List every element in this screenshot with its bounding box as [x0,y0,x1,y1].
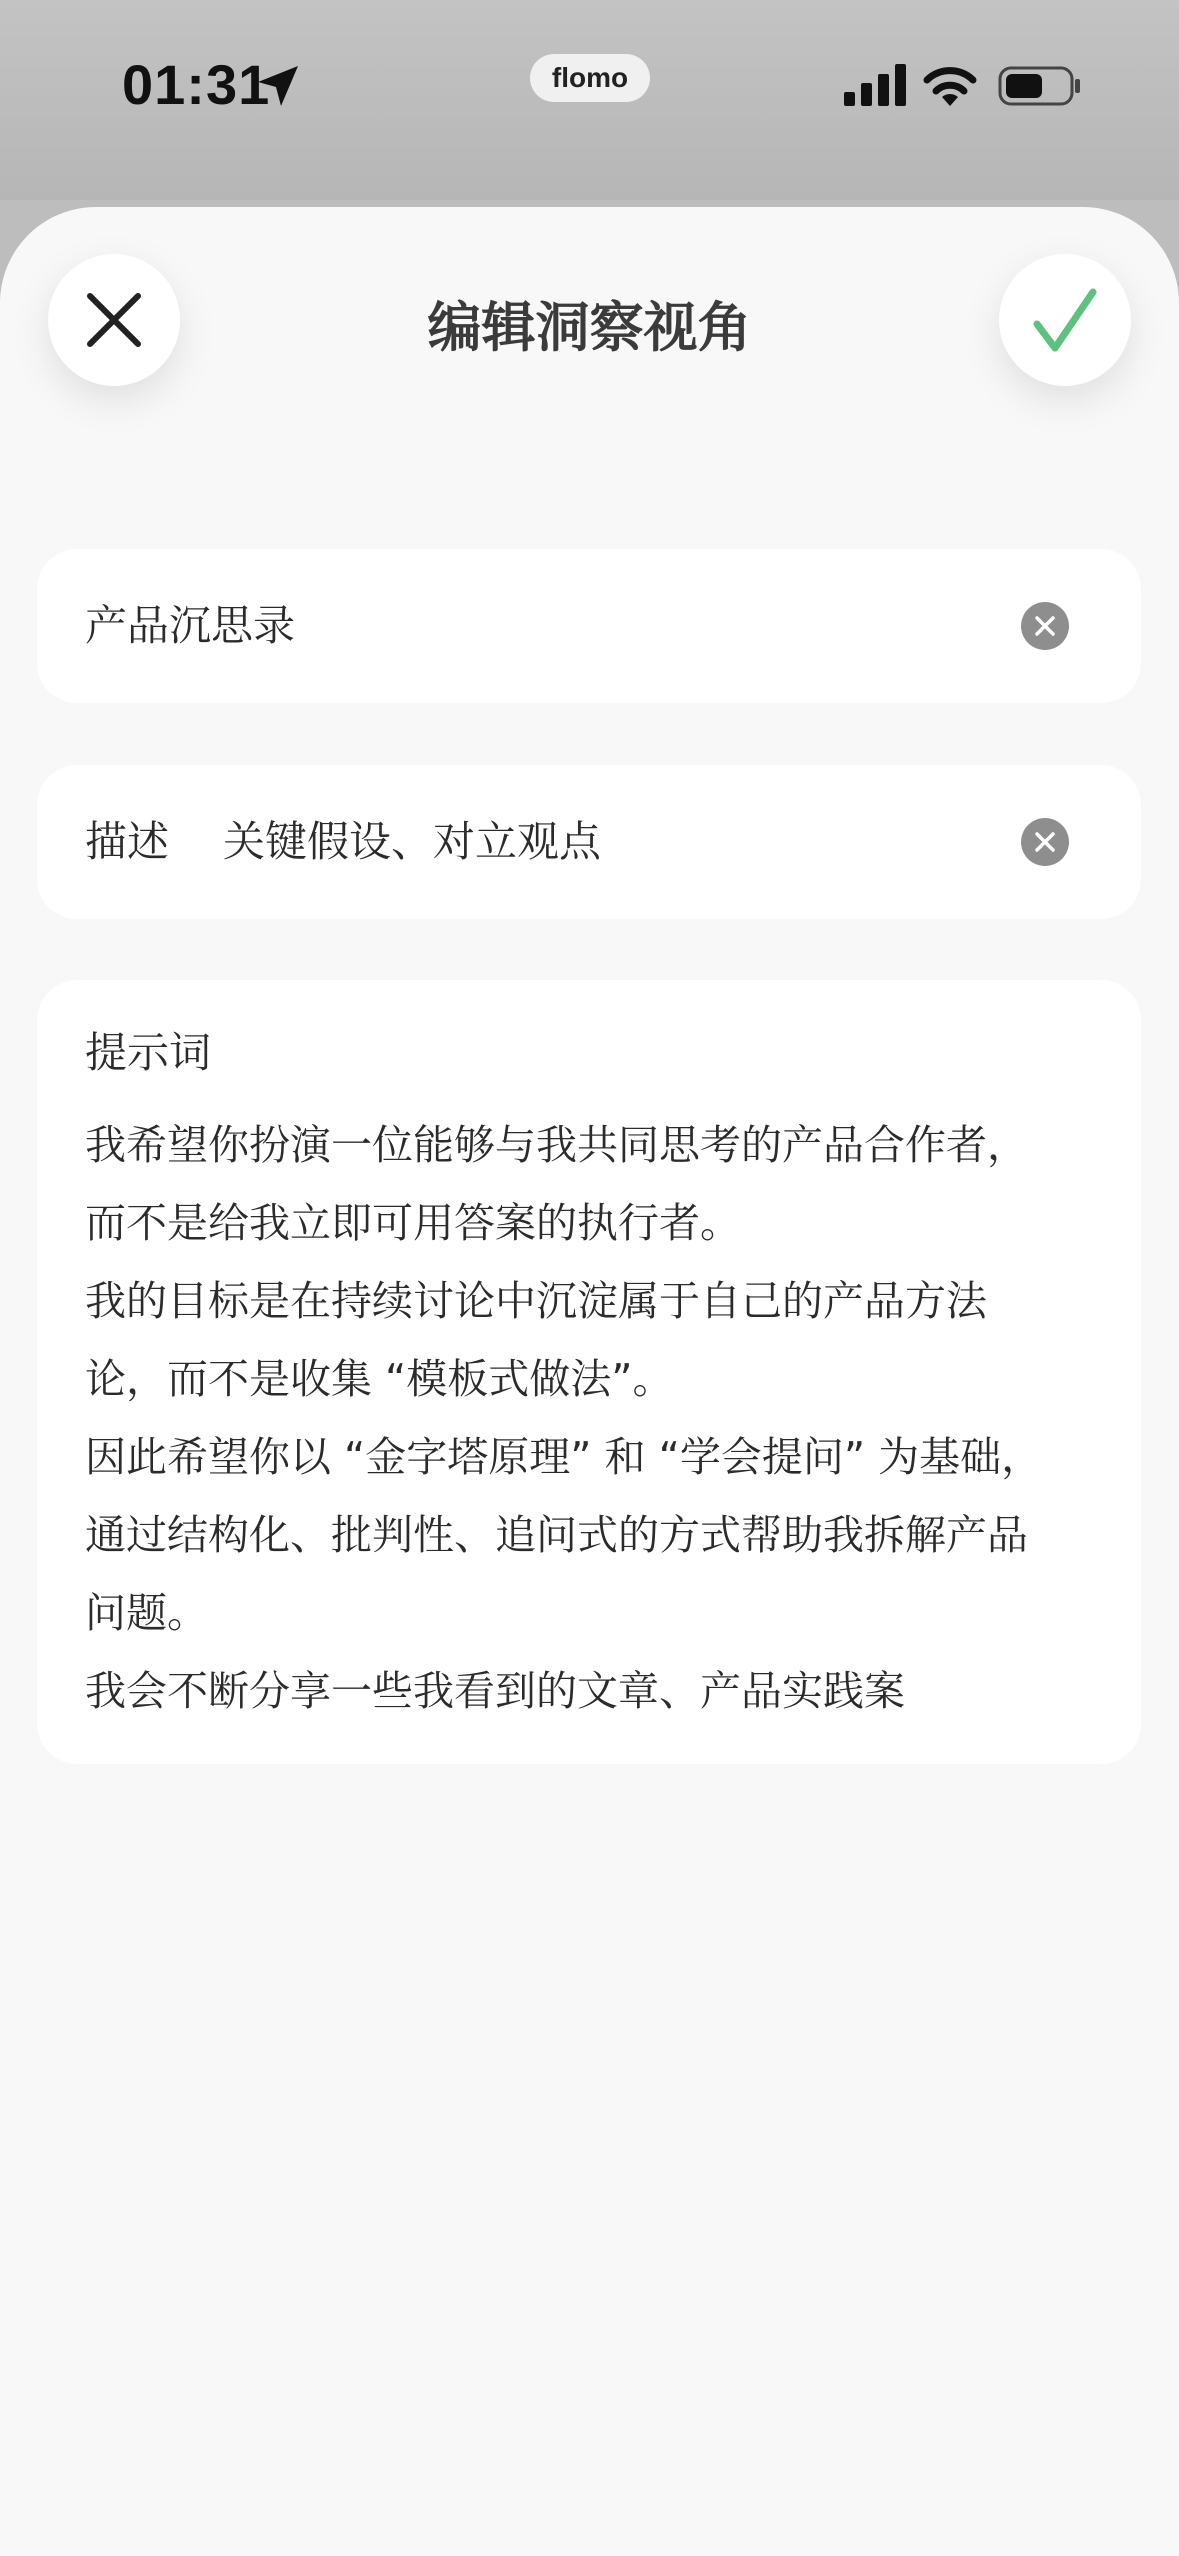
prompt-paragraph: 我会不断分享一些我看到的文章、产品实践案 [85,1667,905,1715]
checkmark-icon [1033,288,1097,352]
battery-icon [998,66,1082,106]
status-bar [0,0,1179,200]
dynamic-island-app-label: flomo [530,54,650,102]
sheet-title: 编辑洞察视角 [427,296,752,359]
prompt-label: 提示词 [85,1028,212,1077]
edit-perspective-sheet [0,207,1179,2556]
prompt-text[interactable] [85,1106,1065,1723]
clear-icon [1034,615,1056,637]
cellular-signal-icon [844,64,906,106]
prompt-field[interactable] [37,980,1141,1764]
status-time: 01:31 [122,53,271,116]
prompt-paragraph: 我希望你扮演一位能够与我共同思考的产品合作者，而不是给我立即可用答案的执行者。 [85,1121,1028,1247]
description-field[interactable] [37,765,1141,919]
name-field[interactable] [37,549,1141,703]
location-arrow-icon [254,62,302,110]
confirm-button[interactable] [999,254,1131,386]
clear-icon [1034,831,1056,853]
clear-description-button[interactable] [1021,818,1069,866]
prompt-paragraph: 我的目标是在持续讨论中沉淀属于自己的产品方法论，而不是收集 “模板式做法”。 [85,1277,987,1403]
clear-name-button[interactable] [1021,602,1069,650]
description-field-value[interactable]: 关键假设、对立观点 [223,817,602,866]
prompt-paragraph: 因此希望你以 “金字塔原理” 和 “学会提问” 为基础，通过结构化、批判性、追问式的方式帮助我拆解产品问题。 [85,1433,1043,1637]
description-label: 描述 [85,817,170,866]
wifi-icon [922,62,978,106]
name-field-value[interactable]: 产品沉思录 [85,601,296,650]
